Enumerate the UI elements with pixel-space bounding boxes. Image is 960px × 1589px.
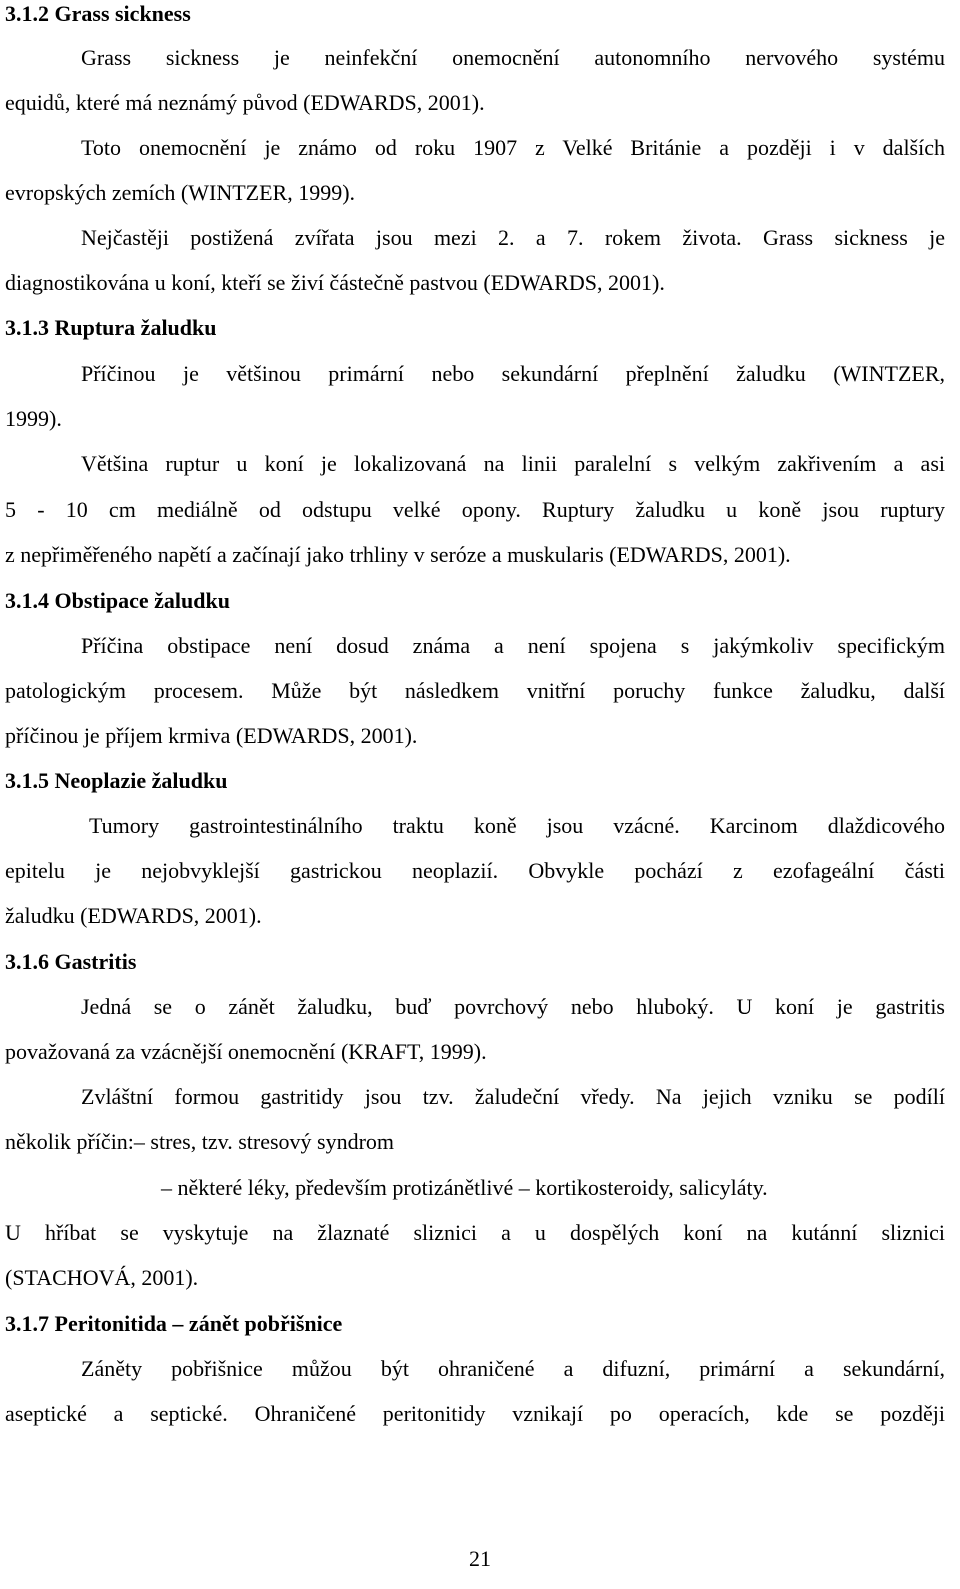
paragraph-line: Příčina obstipace není dosud známa a není spojena s jakýmkoliv specifickým: [81, 633, 945, 658]
paragraph-line: 1999).: [5, 406, 62, 431]
heading-neoplazie-zaludku: 3.1.5 Neoplazie žaludku: [5, 768, 228, 793]
heading-obstipace-zaludku: 3.1.4 Obstipace žaludku: [5, 588, 230, 613]
page-number: 21: [469, 1546, 491, 1571]
paragraph-line: – některé léky, především protizánětlivé – kortikosteroidy, salicyláty.: [161, 1175, 768, 1200]
paragraph-line: diagnostikována u koní, kteří se živí částečně pastvou (EDWARDS, 2001).: [5, 270, 665, 295]
paragraph-line: Nejčastěji postižená zvířata jsou mezi 2. a 7. rokem života. Grass sickness je: [81, 225, 945, 250]
heading-ruptura-zaludku: 3.1.3 Ruptura žaludku: [5, 315, 217, 340]
paragraph-line: považovaná za vzácnější onemocnění (KRAFT, 1999).: [5, 1039, 487, 1064]
paragraph-line: několik příčin:– stres, tzv. stresový syndrom: [5, 1129, 395, 1154]
paragraph-line: aseptické a septické. Ohraničené peritonitidy vznikají po operacích, kde se později: [5, 1401, 945, 1426]
paragraph-line: (STACHOVÁ, 2001).: [5, 1265, 199, 1290]
heading-gastritis: 3.1.6 Gastritis: [5, 949, 137, 974]
paragraph-line: Jedná se o zánět žaludku, buď povrchový nebo hluboký. U koní je gastritis: [81, 994, 945, 1019]
paragraph-line: patologickým procesem. Může být následkem vnitřní poruchy funkce žaludku, další: [5, 678, 945, 703]
paragraph-line: příčinou je příjem krmiva (EDWARDS, 2001).: [5, 723, 418, 748]
paragraph-line: Toto onemocnění je známo od roku 1907 z Velké Británie a později i v dalších: [81, 135, 945, 160]
paragraph-line: žaludku (EDWARDS, 2001).: [5, 903, 262, 928]
paragraph-line: U hříbat se vyskytuje na žlaznaté sliznici a u dospělých koní na kutánní sliznici: [5, 1220, 945, 1245]
heading-peritonitida: 3.1.7 Peritonitida – zánět pobřišnice: [5, 1311, 343, 1336]
paragraph-line: equidů, které má neznámý původ (EDWARDS, 2001).: [5, 90, 485, 115]
paragraph-line: Příčinou je většinou primární nebo sekundární přeplnění žaludku (WINTZER,: [81, 361, 945, 386]
paragraph-line: epitelu je nejobvyklejší gastrickou neoplazií. Obvykle pochází z ezofageální části: [5, 858, 945, 883]
paragraph-line: Grass sickness je neinfekční onemocnění autonomního nervového systému: [81, 45, 945, 70]
paragraph-line: Většina ruptur u koní je lokalizovaná na linii paralelní s velkým zakřivením a asi: [81, 451, 945, 476]
paragraph-line: Zvláštní formou gastritidy jsou tzv. žaludeční vředy. Na jejich vzniku se podílí: [81, 1084, 945, 1109]
paragraph-line: evropských zemích (WINTZER, 1999).: [5, 180, 356, 205]
heading-grass-sickness: 3.1.2 Grass sickness: [5, 1, 191, 26]
paragraph-line: z nepřiměřeného napětí a začínají jako trhliny v seróze a muskularis (EDWARDS, 2001).: [5, 542, 791, 567]
paragraph-line: 5 - 10 cm mediálně od odstupu velké opony. Ruptury žaludku u koně jsou ruptury: [5, 497, 945, 522]
paragraph-line: Tumory gastrointestinálního traktu koně jsou vzácné. Karcinom dlaždicového: [89, 813, 945, 838]
paragraph-line: Záněty pobřišnice můžou být ohraničené a difuzní, primární a sekundární,: [81, 1356, 945, 1381]
